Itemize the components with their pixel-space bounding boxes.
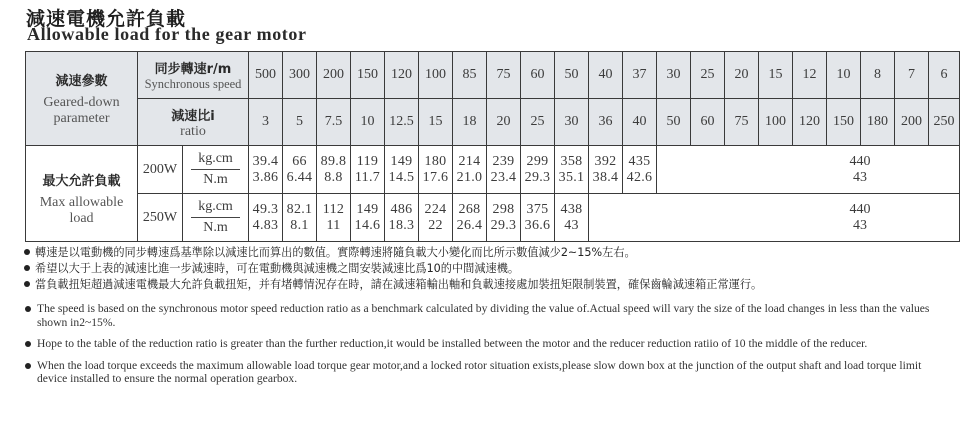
speed-cell: 30 bbox=[657, 52, 691, 99]
notes-english bbox=[24, 302, 937, 394]
load-cell: 299 29.3 bbox=[521, 146, 555, 194]
load-cell: 82.1 8.1 bbox=[283, 194, 317, 242]
ratio-cell: 150 bbox=[827, 99, 861, 146]
speed-cell: 300 bbox=[283, 52, 317, 99]
note-en-item: When the load torque exceeds the maximum allowable load torque gear motor,and a locked rotor situation exists,please slow down box at the junction of the output shaft and load torque limit device installed to ensure the normal operation gearbox. bbox=[24, 359, 937, 386]
load-cell: 112 11 bbox=[317, 194, 351, 242]
speed-cell: 10 bbox=[827, 52, 861, 99]
ratio-cell: 25 bbox=[521, 99, 555, 146]
ratio-label-cell bbox=[138, 99, 249, 146]
ratio-cell: 18 bbox=[453, 99, 487, 146]
bullet-icon bbox=[24, 249, 30, 255]
speed-row bbox=[26, 52, 960, 99]
ratio-cell: 12.5 bbox=[385, 99, 419, 146]
allowable-load-table bbox=[25, 51, 960, 242]
load-row-250w bbox=[26, 194, 960, 242]
speed-cell: 500 bbox=[249, 52, 283, 99]
merged-load-cell: 440 43 bbox=[589, 194, 960, 242]
ratio-cell: 60 bbox=[691, 99, 725, 146]
speed-cell: 12 bbox=[793, 52, 827, 99]
unit-kgcm: kg.cm bbox=[191, 198, 240, 218]
ratio-cell: 36 bbox=[589, 99, 623, 146]
ratio-label-cn: 減速比i bbox=[171, 108, 215, 124]
page-title-en: Allowable load for the gear motor bbox=[27, 24, 307, 44]
ratio-cell: 10 bbox=[351, 99, 385, 146]
unit-cell bbox=[183, 146, 249, 194]
bullet-icon bbox=[25, 306, 31, 312]
bullet-icon bbox=[24, 281, 30, 287]
load-cell: 119 11.7 bbox=[351, 146, 385, 194]
ratio-cell: 3 bbox=[249, 99, 283, 146]
speed-label-en: Synchronous speed bbox=[144, 77, 242, 91]
load-cell: 239 23.4 bbox=[487, 146, 521, 194]
max-load-label-cn: 最大允許負載 bbox=[42, 174, 121, 189]
notes-chinese bbox=[24, 245, 762, 293]
speed-cell: 100 bbox=[419, 52, 453, 99]
unit-kgcm: kg.cm bbox=[191, 150, 240, 170]
ratio-cell: 20 bbox=[487, 99, 521, 146]
ratio-cell: 75 bbox=[725, 99, 759, 146]
note-cn-item: 希望以大于上表的減速比進一步減速時，可在電動機與減速機之間安裝減速比爲10的中間減速機。 bbox=[24, 261, 762, 277]
page-title-cn: 減速電機允許負載 bbox=[26, 8, 187, 30]
unit-nm: N.m bbox=[203, 172, 228, 187]
load-cell: 268 26.4 bbox=[453, 194, 487, 242]
ratio-label-en: ratio bbox=[180, 123, 206, 139]
ratio-cell: 5 bbox=[283, 99, 317, 146]
speed-cell: 120 bbox=[385, 52, 419, 99]
load-cell: 438 43 bbox=[555, 194, 589, 242]
load-cell: 149 14.5 bbox=[385, 146, 419, 194]
speed-cell: 50 bbox=[555, 52, 589, 99]
power-cell: 250W bbox=[138, 194, 183, 242]
speed-cell: 60 bbox=[521, 52, 555, 99]
load-cell: 39.4 3.86 bbox=[249, 146, 283, 194]
load-cell: 435 42.6 bbox=[623, 146, 657, 194]
max-load-label-cell bbox=[26, 146, 138, 242]
ratio-cell: 200 bbox=[895, 99, 929, 146]
ratio-cell: 15 bbox=[419, 99, 453, 146]
max-load-label-en: Max allowable load bbox=[39, 195, 124, 226]
load-cell: 392 38.4 bbox=[589, 146, 623, 194]
speed-label-cell bbox=[138, 52, 249, 99]
ratio-cell: 180 bbox=[861, 99, 895, 146]
merged-load-cell: 440 43 bbox=[657, 146, 960, 194]
bullet-icon bbox=[25, 363, 31, 369]
load-cell: 486 18.3 bbox=[385, 194, 419, 242]
ratio-cell: 40 bbox=[623, 99, 657, 146]
speed-cell: 75 bbox=[487, 52, 521, 99]
load-cell: 358 35.1 bbox=[555, 146, 589, 194]
power-cell: 200W bbox=[138, 146, 183, 194]
speed-cell: 8 bbox=[861, 52, 895, 99]
ratio-cell: 120 bbox=[793, 99, 827, 146]
load-cell: 49.3 4.83 bbox=[249, 194, 283, 242]
param-label-en: Geared-down parameter bbox=[43, 95, 120, 126]
speed-label-cn: 同步轉速r/m bbox=[154, 62, 232, 77]
load-cell: 89.8 8.8 bbox=[317, 146, 351, 194]
unit-cell bbox=[183, 194, 249, 242]
load-cell: 375 36.6 bbox=[521, 194, 555, 242]
bullet-icon bbox=[25, 341, 31, 347]
ratio-cell: 30 bbox=[555, 99, 589, 146]
speed-cell: 37 bbox=[623, 52, 657, 99]
note-cn-item: 轉速是以電動機的同步轉速爲基準除以減速比而算出的數值。實際轉速將隨負載大小變化而比所示數值減少2~15%左右。 bbox=[24, 245, 762, 261]
note-cn-item: 當負載扭矩超過減速電機最大允許負載扭矩，并有堵轉情況存在時，請在減速箱輸出軸和負載速接處加裝扭矩限制裝置，確保齒輪減速箱正常運行。 bbox=[24, 277, 762, 293]
unit-nm: N.m bbox=[203, 220, 228, 235]
load-cell: 149 14.6 bbox=[351, 194, 385, 242]
bullet-icon bbox=[24, 265, 30, 271]
param-label-cn: 減速參數 bbox=[55, 74, 108, 89]
speed-cell: 85 bbox=[453, 52, 487, 99]
ratio-cell: 100 bbox=[759, 99, 793, 146]
load-cell: 66 6.44 bbox=[283, 146, 317, 194]
ratio-cell: 250 bbox=[929, 99, 960, 146]
speed-cell: 200 bbox=[317, 52, 351, 99]
speed-cell: 6 bbox=[929, 52, 960, 99]
load-cell: 298 29.3 bbox=[487, 194, 521, 242]
load-row-200w bbox=[26, 146, 960, 194]
note-en-item: The speed is based on the synchronous motor speed reduction ratio as a benchmark calculated by dividing the value of.Actual speed will vary the size of the load changes in less than the values shown in2~15%. bbox=[24, 302, 937, 329]
ratio-cell: 50 bbox=[657, 99, 691, 146]
param-label-cell bbox=[26, 52, 138, 146]
speed-cell: 150 bbox=[351, 52, 385, 99]
speed-cell: 40 bbox=[589, 52, 623, 99]
speed-cell: 7 bbox=[895, 52, 929, 99]
speed-cell: 20 bbox=[725, 52, 759, 99]
ratio-cell: 7.5 bbox=[317, 99, 351, 146]
speed-cell: 25 bbox=[691, 52, 725, 99]
load-cell: 224 22 bbox=[419, 194, 453, 242]
ratio-row bbox=[26, 99, 960, 146]
speed-cell: 15 bbox=[759, 52, 793, 99]
load-cell: 214 21.0 bbox=[453, 146, 487, 194]
note-en-item: Hope to the table of the reduction ratio is greater than the further reduction,it would be installed between the motor and the reducer reduction ratiio of 10 the middle of the reducer. bbox=[24, 337, 937, 351]
load-cell: 180 17.6 bbox=[419, 146, 453, 194]
